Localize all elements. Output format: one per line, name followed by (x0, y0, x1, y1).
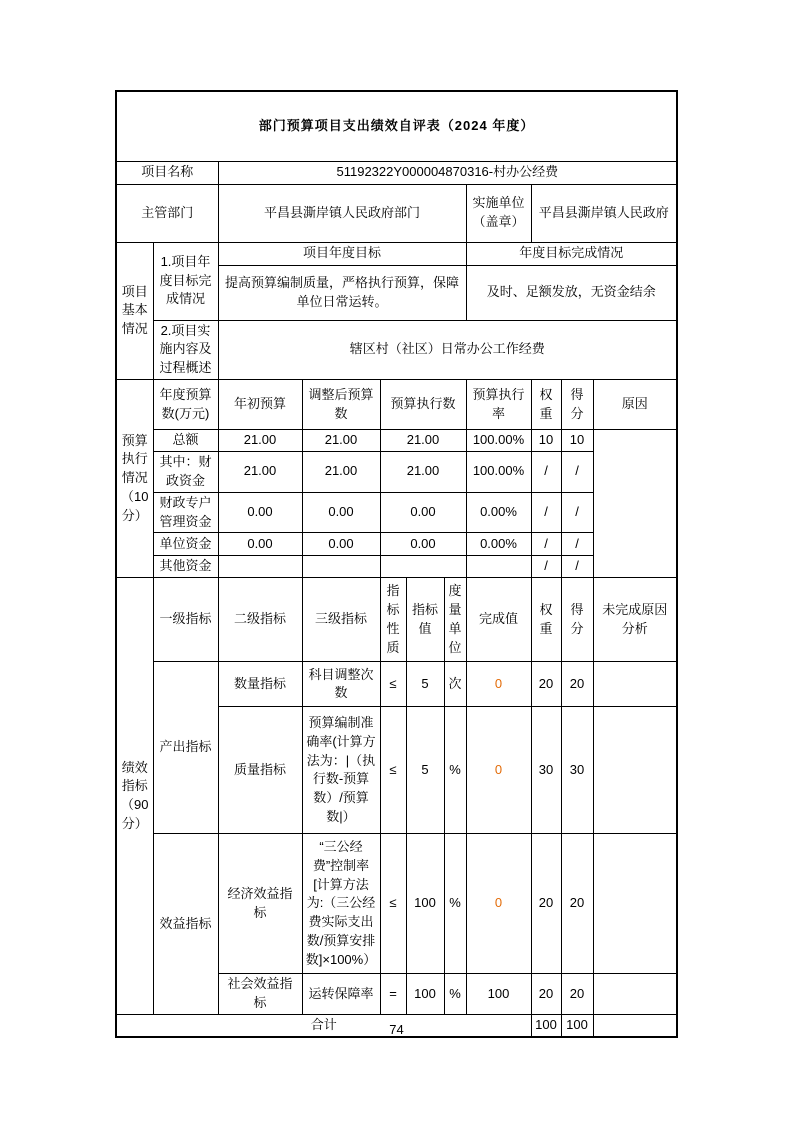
budget-initial: 0.00 (218, 492, 302, 533)
budget-header-score: 得分 (561, 380, 593, 430)
perf-weight: 20 (531, 974, 561, 1015)
perf-score: 20 (561, 662, 593, 707)
perf-weight: 30 (531, 707, 561, 834)
perf-header-score: 得分 (561, 578, 593, 662)
perf-target: 100 (406, 834, 444, 974)
perf-target: 100 (406, 974, 444, 1015)
dept-value: 平昌县澌岸镇人民政府部门 (218, 184, 466, 242)
budget-score: / (561, 492, 593, 533)
perf-nature: ≤ (380, 662, 406, 707)
budget-rate: 100.00% (466, 452, 531, 493)
budget-executed: 21.00 (380, 430, 466, 452)
budget-adjusted: 0.00 (302, 533, 380, 556)
perf-completion: 100 (466, 974, 531, 1015)
table-row (116, 430, 677, 452)
annual-completion-header: 年度目标完成情况 (466, 242, 677, 265)
perf-header-weight: 权重 (531, 578, 561, 662)
budget-weight: / (531, 556, 561, 578)
budget-rate: 0.00% (466, 533, 531, 556)
budget-row-label: 总额 (153, 430, 218, 452)
perf-unit: 次 (444, 662, 466, 707)
budget-weight: / (531, 492, 561, 533)
perf-unit: % (444, 974, 466, 1015)
perf-level1: 效益指标 (153, 834, 218, 1015)
perf-level3: 运转保障率 (302, 974, 380, 1015)
perf-weight: 20 (531, 834, 561, 974)
table-row (116, 834, 677, 974)
perf-level2: 经济效益指标 (218, 834, 302, 974)
budget-reason-value (593, 430, 677, 578)
budget-weight: 10 (531, 430, 561, 452)
budget-header-executed: 预算执行数 (380, 380, 466, 430)
total-weight: 100 (531, 1015, 561, 1037)
perf-target: 5 (406, 662, 444, 707)
budget-weight: / (531, 533, 561, 556)
perf-level3: 预算编制准确率(计算方法为：|（执行数-预算数）/预算数|） (302, 707, 380, 834)
perf-score: 20 (561, 974, 593, 1015)
perf-level1: 产出指标 (153, 662, 218, 834)
budget-header-adjusted: 调整后预算数 (302, 380, 380, 430)
annual-goal-header: 项目年度目标 (218, 242, 466, 265)
budget-score: / (561, 556, 593, 578)
annual-goal-group-label: 1.项目年度目标完成情况 (153, 242, 218, 320)
perf-analysis (593, 834, 677, 974)
perf-score: 30 (561, 707, 593, 834)
budget-executed: 21.00 (380, 452, 466, 493)
perf-header-analysis: 未完成原因分析 (593, 578, 677, 662)
budget-initial (218, 556, 302, 578)
project-name-value: 51192322Y000004870316-村办公经费 (218, 161, 677, 184)
budget-adjusted (302, 556, 380, 578)
budget-score: 10 (561, 430, 593, 452)
budget-initial: 21.00 (218, 430, 302, 452)
perf-header-unit: 度量单位 (444, 578, 466, 662)
budget-executed: 0.00 (380, 492, 466, 533)
perf-nature: = (380, 974, 406, 1015)
dept-label: 主管部门 (116, 184, 218, 242)
annual-goal-text: 提高预算编制质量，严格执行预算，保障单位日常运转。 (218, 265, 466, 320)
table-row (116, 533, 677, 556)
page-title: 部门预算项目支出绩效自评表（2024 年度） (116, 91, 677, 161)
impl-group-label: 2.项目实施内容及过程概述 (153, 320, 218, 380)
impl-unit-value: 平昌县澌岸镇人民政府 (531, 184, 677, 242)
perf-completion: 0 (466, 707, 531, 834)
perf-completion: 0 (466, 834, 531, 974)
perf-analysis (593, 974, 677, 1015)
budget-row-label: 单位资金 (153, 533, 218, 556)
page-number: 74 (389, 1022, 404, 1037)
budget-adjusted: 21.00 (302, 452, 380, 493)
perf-level2: 社会效益指标 (218, 974, 302, 1015)
section-performance-label: 绩效指标（90分） (116, 578, 153, 1015)
budget-weight: / (531, 452, 561, 493)
total-label: 合计 (116, 1015, 531, 1037)
perf-level3: “三公经费”控制率[计算方法为:（三公经费实际支出数/预算安排数]×100%） (302, 834, 380, 974)
perf-header-target: 指标值 (406, 578, 444, 662)
perf-level3: 科目调整次数 (302, 662, 380, 707)
budget-initial: 21.00 (218, 452, 302, 493)
budget-adjusted: 21.00 (302, 430, 380, 452)
perf-target: 5 (406, 707, 444, 834)
budget-executed (380, 556, 466, 578)
section-budget-execution-label: 预算执行情况（10分） (116, 380, 153, 578)
budget-header-reason: 原因 (593, 380, 677, 430)
table-row (116, 662, 677, 707)
budget-rate (466, 556, 531, 578)
perf-weight: 20 (531, 662, 561, 707)
perf-nature: ≤ (380, 834, 406, 974)
perf-analysis (593, 662, 677, 707)
budget-row-label: 财政专户管理资金 (153, 492, 218, 533)
perf-header-level3: 三级指标 (302, 578, 380, 662)
perf-unit: % (444, 707, 466, 834)
perf-level2: 数量指标 (218, 662, 302, 707)
perf-unit: % (444, 834, 466, 974)
project-name-label: 项目名称 (116, 161, 218, 184)
budget-score: / (561, 452, 593, 493)
total-score: 100 (561, 1015, 593, 1037)
perf-completion: 0 (466, 662, 531, 707)
perf-analysis (593, 707, 677, 834)
section-basic-info-label: 项目基本情况 (116, 242, 153, 380)
budget-score: / (561, 533, 593, 556)
budget-row-label: 其他资金 (153, 556, 218, 578)
perf-level2: 质量指标 (218, 707, 302, 834)
budget-header-weight: 权重 (531, 380, 561, 430)
budget-executed: 0.00 (380, 533, 466, 556)
perf-header-nature: 指标性质 (380, 578, 406, 662)
self-evaluation-table (115, 90, 676, 1038)
budget-initial: 0.00 (218, 533, 302, 556)
budget-adjusted: 0.00 (302, 492, 380, 533)
table-row (116, 556, 677, 578)
budget-rate: 100.00% (466, 430, 531, 452)
perf-score: 20 (561, 834, 593, 974)
budget-header-rate: 预算执行率 (466, 380, 531, 430)
budget-rate: 0.00% (466, 492, 531, 533)
table-row (116, 492, 677, 533)
perf-header-level1: 一级指标 (153, 578, 218, 662)
perf-nature: ≤ (380, 707, 406, 834)
impl-unit-label: 实施单位（盖章） (466, 184, 531, 242)
report-table (115, 90, 678, 1038)
table-row (116, 452, 677, 493)
budget-header-category: 年度预算数(万元) (153, 380, 218, 430)
annual-completion-text: 及时、足额发放，无资金结余 (466, 265, 677, 320)
perf-header-level2: 二级指标 (218, 578, 302, 662)
impl-text: 辖区村（社区）日常办公工作经费 (218, 320, 677, 380)
budget-row-label: 其中：财政资金 (153, 452, 218, 493)
perf-header-completion: 完成值 (466, 578, 531, 662)
budget-header-initial: 年初预算 (218, 380, 302, 430)
